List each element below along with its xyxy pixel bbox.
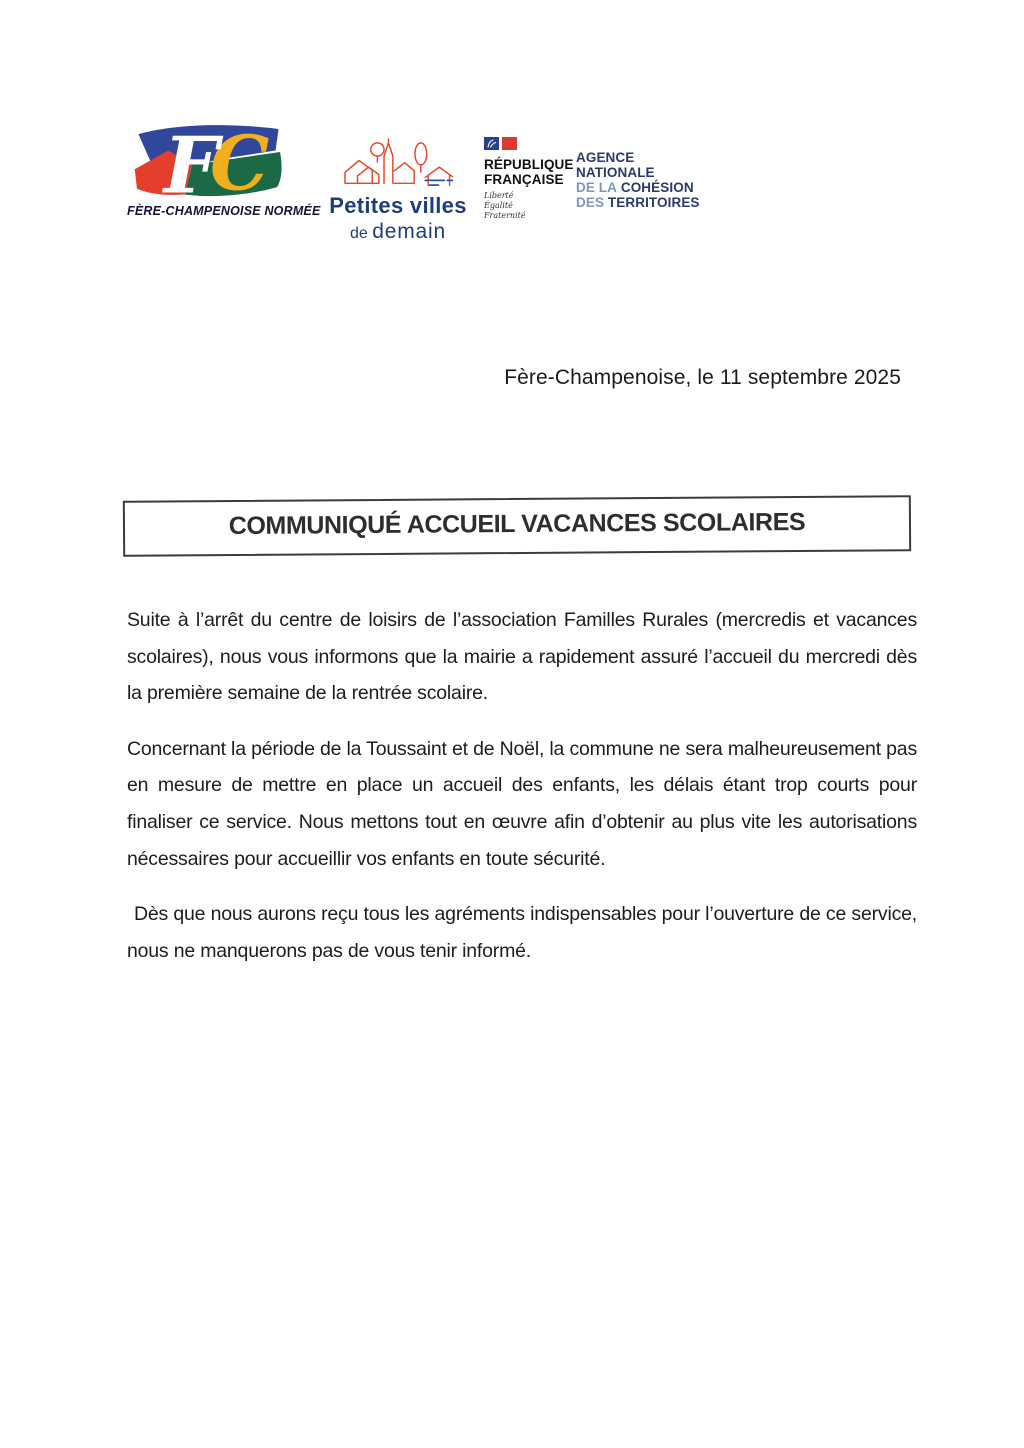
village-sketch-icon [323,134,473,187]
title-box [123,495,911,556]
rf-motto [484,191,579,221]
fc-letter-f: F [163,122,219,197]
rf-line-francaise: FRANÇAISE [484,171,564,187]
body-paragraph-1: Suite à l’arrêt du centre de loisirs de l’association Familles Rurales (mercredis et vacances scolaires), nous vous informons que la mairie a rapidement assuré l’accueil du mercredi dès la première semaine de la rentrée scolaire. [127,609,917,705]
body-paragraph-3: Dès que nous aurons reçu tous les agréments indispensables pour l’ouverture de ce service, nous ne manquerons pas de vous tenir informé. [127,903,917,962]
anct-logo [576,150,701,210]
republique-francaise-logo [484,137,579,221]
pvd-logo-subtitle [322,220,474,244]
fc-letter-c: C [209,122,270,197]
anct-line-nationale: NATIONALE [576,165,655,180]
fere-champenoise-logo [127,122,321,218]
logo-bar [0,0,1024,260]
rf-logo-name [484,158,579,187]
anct-line-cohesion: DE LA COHÉSION [576,180,694,195]
rf-line-republique: RÉPUBLIQUE [484,157,574,172]
anct-line-territoires: DES TERRITOIRES [576,195,700,210]
body-paragraph-2: Concernant la période de la Toussaint et de Noël, la commune ne sera malheureusement pas en mesure de mettre en place un accueil des enfants, les délais étant trop courts pour finaliser ce service. Nous mettons tout en œuvre afin d’obtenir au plus vite les autorisations nécessaires pour accueillir vos enfants en toute sécurité. [127,737,917,870]
pvd-de: de [350,225,368,242]
anct-line-agence: AGENCE [576,150,635,165]
pvd-logo-title: Petites villes [329,193,467,218]
french-flag-icon [484,137,518,151]
fc-flag-icon [128,122,286,197]
letter-body [127,602,917,988]
pvd-demain: demain [372,220,446,243]
rf-motto-liberte: Liberté [484,191,514,200]
rf-motto-fraternite: Fraternité [484,211,526,220]
petites-villes-de-demain-logo [322,134,474,244]
fc-logo-caption: FÈRE-CHAMPENOISE NORMÉE [127,204,321,218]
communique-title: COMMUNIQUÉ ACCUEIL VACANCES SCOLAIRES [228,507,806,541]
rf-motto-egalite: Égalité [484,201,513,210]
dateline: Fère-Champenoise, le 11 septembre 2025 [504,366,901,389]
